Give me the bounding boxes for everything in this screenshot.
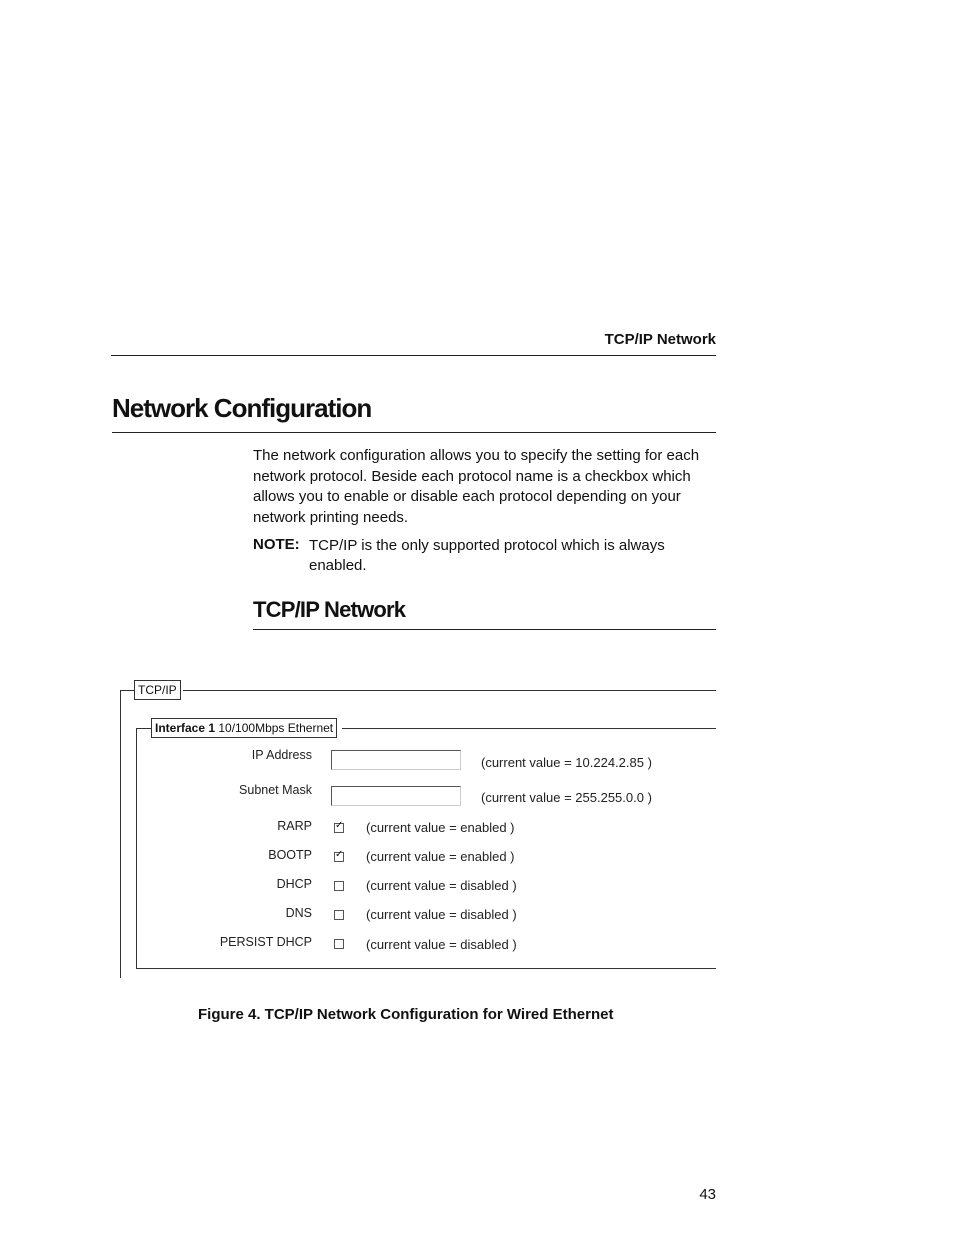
page-title: Network Configuration	[112, 393, 372, 423]
check-mark-icon: ✓	[335, 849, 344, 860]
subnet-mask-input[interactable]	[331, 786, 461, 806]
running-header: TCP/IP Network	[604, 331, 716, 348]
ip-address-label: IP Address	[251, 748, 312, 762]
note-text: TCP/IP is the only supported protocol which is always enabled.	[309, 537, 665, 574]
note-label: NOTE:	[253, 536, 300, 553]
check-mark-icon: ✓	[335, 820, 344, 831]
outer-group-legend	[134, 680, 181, 700]
title-rule	[112, 432, 716, 433]
ip-address-current-value: (current value = 10.224.2.85 )	[481, 755, 652, 770]
persist-dhcp-label: PERSIST DHCP	[219, 935, 312, 949]
outer-group-legend-text: TCP/IP	[138, 683, 177, 697]
header-rule	[111, 355, 716, 356]
bootp-checkbox[interactable]	[334, 849, 344, 862]
inner-group-left-border	[136, 728, 137, 969]
outer-group-top-left-border	[120, 690, 134, 691]
persist-dhcp-current-value: (current value = disabled )	[366, 937, 517, 952]
inner-group-bottom-border	[136, 968, 716, 969]
inner-group-top-right-border	[342, 728, 716, 729]
dns-label: DNS	[285, 906, 312, 920]
inner-group-legend-bold: Interface 1	[155, 721, 216, 735]
outer-group-left-border	[120, 690, 121, 978]
intro-paragraph: The network configuration allows you to specify the setting for each network protocol. Beside each protocol name is a checkbox which allows you to enable or disable each protocol depending on your network printing needs.	[253, 447, 700, 526]
rarp-checkbox[interactable]	[334, 820, 344, 833]
rarp-current-value: (current value = enabled )	[366, 820, 515, 835]
inner-group-legend-rest: 10/100Mbps Ethernet	[218, 721, 334, 735]
inner-group-top-left-border	[136, 728, 151, 729]
page-number: 43	[699, 1186, 716, 1203]
bootp-label: BOOTP	[268, 848, 312, 862]
persist-dhcp-checkbox[interactable]	[334, 939, 344, 949]
subnet-mask-label: Subnet Mask	[239, 783, 312, 797]
dns-checkbox[interactable]	[334, 910, 344, 920]
ip-address-input[interactable]	[331, 750, 461, 770]
section-title: TCP/IP Network	[253, 597, 406, 622]
dhcp-current-value: (current value = disabled )	[366, 878, 517, 893]
inner-group-legend	[151, 718, 337, 738]
dns-current-value: (current value = disabled )	[366, 907, 517, 922]
bootp-current-value: (current value = enabled )	[366, 849, 515, 864]
subnet-mask-current-value: (current value = 255.255.0.0 )	[481, 790, 652, 805]
dhcp-checkbox[interactable]	[334, 881, 344, 891]
outer-group-top-right-border	[183, 690, 716, 691]
section-rule	[253, 629, 716, 630]
figure-caption: Figure 4. TCP/IP Network Configuration for Wired Ethernet	[198, 1006, 614, 1023]
dhcp-label: DHCP	[276, 877, 312, 891]
rarp-label: RARP	[277, 819, 312, 833]
